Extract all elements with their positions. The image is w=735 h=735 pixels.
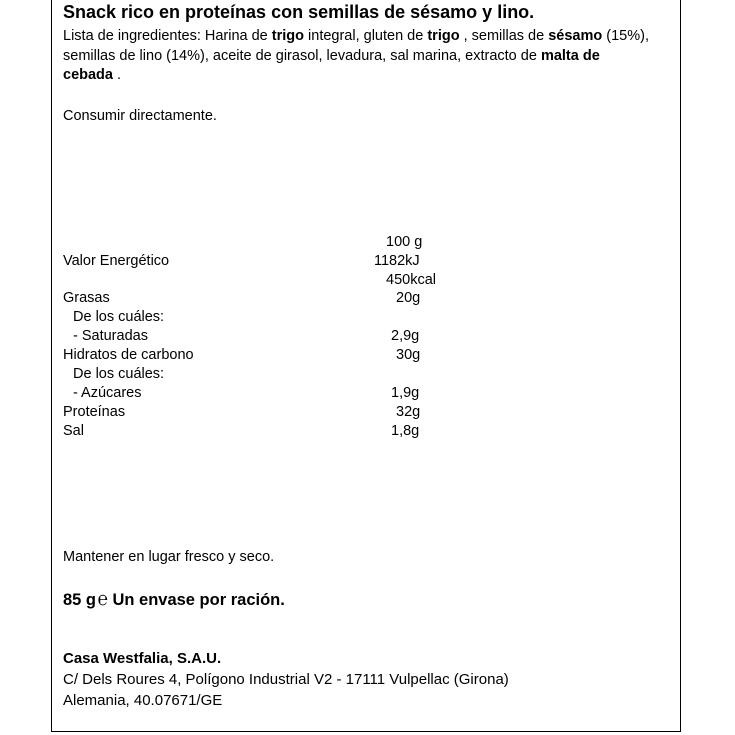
nutrition-row-value: 20g: [396, 290, 421, 306]
nutrition-row-value: 1182kJ: [374, 253, 420, 269]
nutrition-row-label: Hidratos de carbono: [63, 347, 194, 363]
allergen-highlight: sésamo: [548, 28, 603, 44]
ingredient-text: integral, gluten de: [304, 28, 428, 44]
nutrition-row-label: Valor Energético: [63, 253, 170, 269]
ingredient-text: Lista de ingredientes: Harina de: [63, 28, 272, 44]
nutrition-row-label: De los cuáles:: [73, 309, 165, 325]
company-address: C/ Dels Roures 4, Polígono Industrial V2 - 17111 Vulpellac (Girona): [63, 671, 509, 688]
net-weight: 85 g: [63, 591, 97, 609]
ingredient-text: .: [112, 67, 122, 83]
nutrition-row-label: - Azúcares: [73, 385, 142, 401]
nutrition-row-label: Sal: [63, 423, 84, 439]
nutrition-row-value: 32g: [396, 404, 421, 420]
portion-info: Un envase por ración.: [112, 591, 285, 609]
nutrition-row-value: 2,9g: [391, 328, 420, 344]
nutrition-row-value: 1,8g: [391, 423, 420, 439]
estimated-sign-icon: ℮: [97, 589, 108, 610]
company-name: Casa Westfalia, S.A.U.: [63, 650, 222, 667]
product-title: Snack rico en proteínas con semillas de sésamo y lino.: [63, 2, 535, 22]
storage-instructions: Mantener en lugar fresco y seco.: [63, 549, 275, 565]
nutrition-header: 100 g: [386, 234, 423, 250]
nutrition-row-value: 30g: [396, 347, 421, 363]
nutrition-row-value: 450kcal: [386, 272, 436, 288]
net-weight-line: [63, 589, 285, 611]
nutrition-row-label: - Saturadas: [73, 328, 148, 344]
nutrition-row-label: De los cuáles:: [73, 366, 165, 382]
allergen-highlight: trigo: [271, 28, 304, 44]
allergen-highlight: trigo: [427, 28, 460, 44]
nutrition-row-label: Grasas: [63, 290, 110, 306]
nutrition-row-label: Proteínas: [63, 404, 126, 420]
ingredient-text: , semillas de: [459, 28, 549, 44]
nutrition-row-value: 1,9g: [391, 385, 420, 401]
allergen-highlight: malta de cebada: [63, 47, 600, 83]
company-country-code: Alemania, 40.07671/GE: [63, 692, 223, 709]
ingredient-text: (15%), semillas de lino (14%), aceite de girasol, levadura, sal marina, extracto de: [63, 28, 649, 64]
usage-instructions: Consumir directamente.: [63, 108, 217, 124]
ingredients-list: [63, 27, 653, 86]
